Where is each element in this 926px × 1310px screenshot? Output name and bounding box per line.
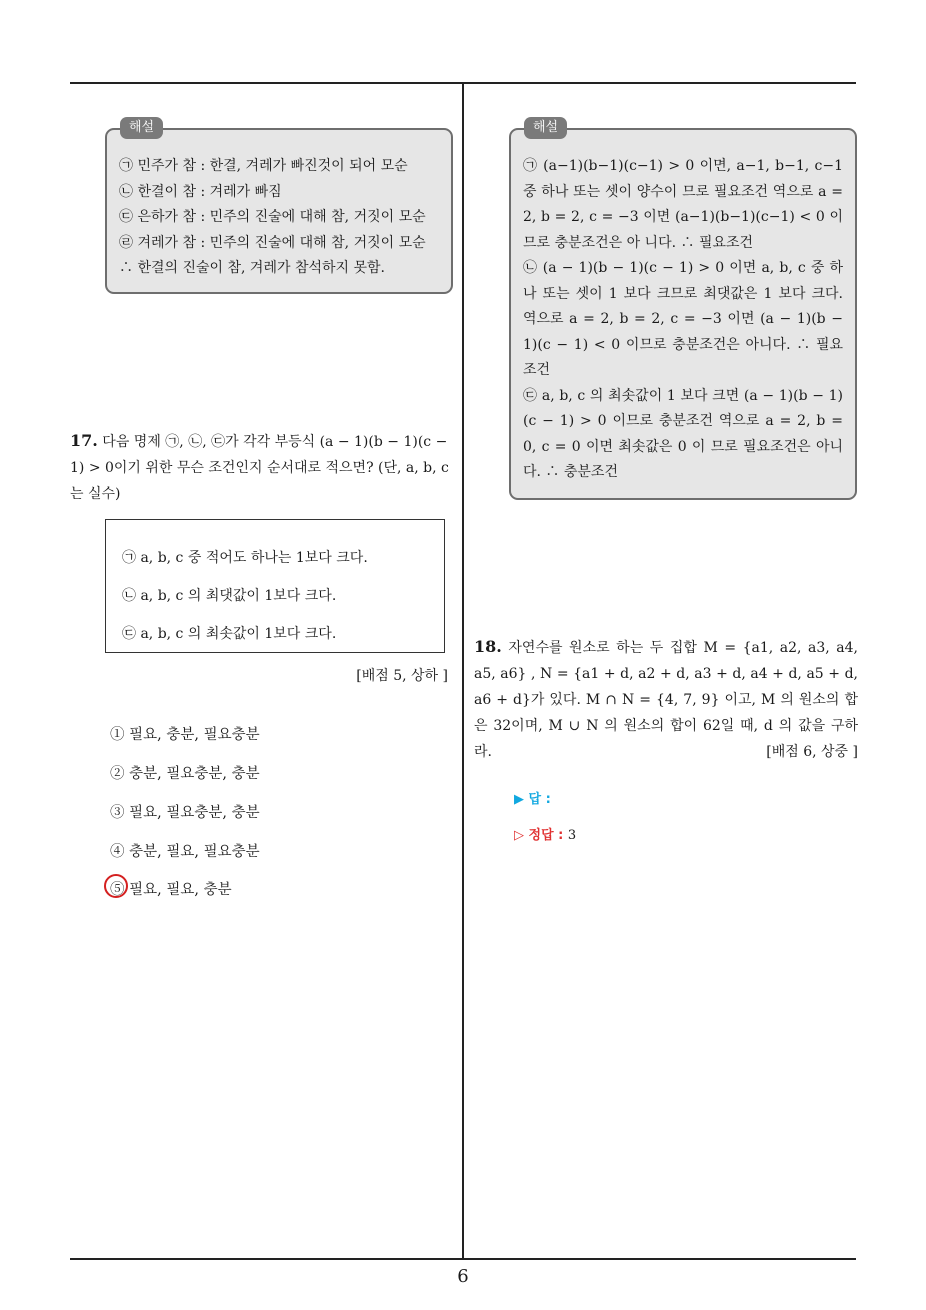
condition-item: ㉡ a, b, c 의 최댓값이 1보다 크다. <box>122 588 337 604</box>
condition-item: ㉢ a, b, c 의 최솟값이 1보다 크다. <box>122 626 337 642</box>
explanation-line: ㉠ 민주가 참 : 한결, 겨레가 빠진것이 되어 모순 <box>119 158 408 174</box>
condition-box <box>105 519 445 653</box>
question-text: 자연수를 원소로 하는 두 집합 M = {a1, a2, a3, a4, a5, a6} , N = {a1 + d, a2 + d, a3 + d, a4 + d, a5 + d, a6 + d}가 있다. M ∩ N = {4, 7, 9} 이고, M 의 원소의 합은 32이며, M ∪ N 의 원소의 합이 62일 때, d 의 값을 구하라. <box>474 640 858 760</box>
question-text: 다음 명제 ㉠, ㉡, ㉢가 각각 부등식 (a − 1)(b − 1)(c − 1) > 0이기 위한 무슨 조건인지 순서대로 적으면? (단, a, b, c 는 실수) <box>70 434 449 502</box>
page-number: 6 <box>457 1266 469 1287</box>
choice-3[interactable]: ③ 필요, 필요충분, 충분 <box>110 805 260 821</box>
bottom-rule <box>70 1258 856 1260</box>
condition-item: ㉠ a, b, c 중 적어도 하나는 1보다 크다. <box>122 550 368 566</box>
explanation-line: ㉡ 한결이 참 : 겨레가 빠짐 <box>119 183 282 200</box>
explanation-line: ㉢ 은하가 참 : 민주의 진술에 대해 참, 거짓이 모순 <box>119 209 426 225</box>
question-17 <box>70 428 454 507</box>
selected-answer-mark <box>104 874 128 898</box>
left-explanation-box <box>105 120 453 294</box>
question-number: 17. <box>70 431 98 450</box>
score-17: [배점 5, 상하 ] <box>356 668 448 684</box>
explanation-paragraph-2: ㉡ (a − 1)(b − 1)(c − 1) > 0 이면 a, b, c 중 하나 또는 셋이 1 보다 크므로 최댓값은 1 보다 크다. 역으로 a = 2, b = 2, c = −3 이면 (a − 1)(b − 1)(c − 1) < 0 이므로 충분조건은 아니다. ∴ 필요조건 <box>523 260 843 378</box>
choice-1[interactable]: ① 필요, 충분, 필요충분 <box>110 727 260 743</box>
right-explanation-box <box>509 120 857 500</box>
explanation-paragraph-1: ㉠ (a−1)(b−1)(c−1) > 0 이면, a−1, b−1, c−1 중 하나 또는 셋이 양수이 므로 필요조건 역으로 a = 2, b = 2, c = −3 이면 (a−1)(b−1)(c−1) < 0 이므로 충분조건은 아 니다. ∴ 필요조건 <box>523 158 843 251</box>
answer-label: ▶ 답 : <box>514 792 551 807</box>
correct-label: ▷ 정답 : <box>514 828 564 843</box>
column-divider <box>462 83 464 1260</box>
explanation-paragraph-3: ㉢ a, b, c 의 최솟값이 1 보다 크면 (a − 1)(b − 1)(c − 1) > 0 이므로 충분조건 역으로 a = 2, b = 0, c = 0 이면 최솟값은 0 이 므로 필요조건은 아니다. ∴ 충분조건 <box>523 387 843 480</box>
score-18: [배점 6, 상중 ] <box>766 744 858 760</box>
question-18 <box>474 634 858 765</box>
choice-2[interactable]: ② 충분, 필요충분, 충분 <box>110 766 260 782</box>
correct-answer <box>514 824 576 843</box>
question-number: 18. <box>474 637 502 656</box>
explanation-tag: 해설 <box>524 117 567 139</box>
explanation-line: ∴ 한결의 진술이 참, 겨레가 참석하지 못함. <box>119 260 385 276</box>
explanation-line: ㉣ 겨레가 참 : 민주의 진술에 대해 참, 거짓이 모순 <box>119 234 426 251</box>
correct-value: 3 <box>567 828 577 843</box>
choice-5[interactable]: ⑤ 필요, 필요, 충분 <box>110 882 232 898</box>
choice-4[interactable]: ④ 충분, 필요, 필요충분 <box>110 844 260 860</box>
explanation-tag: 해설 <box>120 117 163 139</box>
